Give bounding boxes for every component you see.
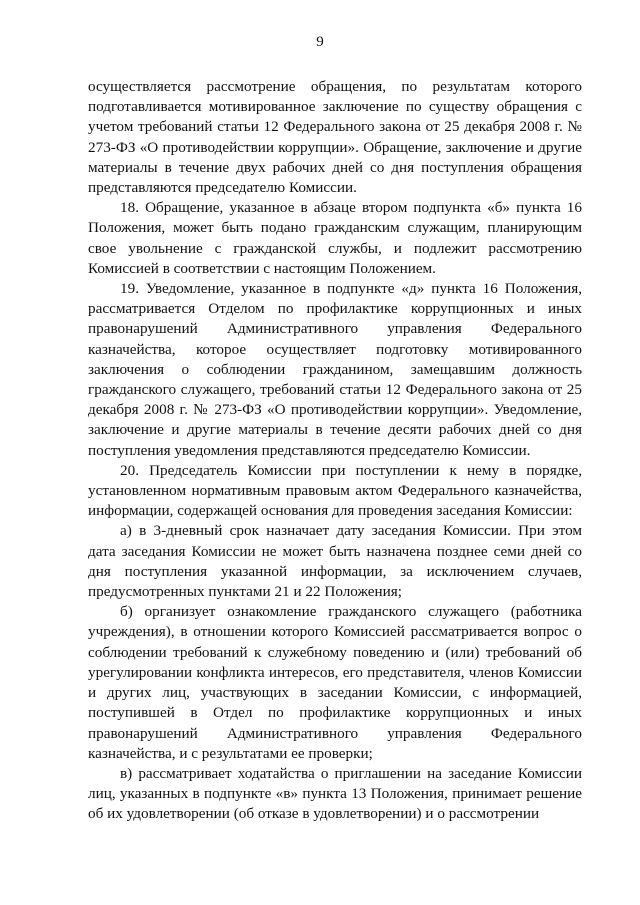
- paragraph-20b: б) организует ознакомление гражданского служащего (работника учреждения), в отношении которого Комиссией рассматривается вопрос о соблюдении требований к служебному поведению и (или) требований об урегулировании конфликта интересов, его представителя, членов Комиссии и других лиц, участвующих в заседании Комиссии, с информацией, поступившей в Отдел по профилактике коррупционных и иных правонарушений Административного управления Федерального казначейства, и с результатами ее проверки;: [88, 603, 582, 762]
- paragraph-20a: а) в 3-дневный срок назначает дату заседания Комиссии. При этом дата заседания Комиссии не может быть назначена позднее семи дней со дня поступления указанной информации, за исключением случаев, предусмотренных пунктами 21 и 22 Положения;: [88, 522, 582, 601]
- paragraph-20c: в) рассматривает ходатайства о приглашении на заседание Комиссии лиц, указанных в подпункте «в» пункта 13 Положения, принимает решение об их удовлетворении (об отказе в удовлетворении) и о рассмотрении: [88, 764, 582, 823]
- paragraph-continuation: осуществляется рассмотрение обращения, по результатам которого подготавливается мотивированное заключение по существу обращения с учетом требований статьи 12 Федерального закона от 25 декабря 2008 г. № 273-ФЗ «О противодействии коррупции». Обращение, заключение и другие материалы в течение двух рабочих дней со дня поступления обращения представляются председателю Комиссии.: [88, 78, 582, 197]
- paragraph-20: 20. Председатель Комиссии при поступлении к нему в порядке, установленном нормативным правовым актом Федерального казначейства, информации, содержащей основания для проведения заседания Комиссии:: [88, 461, 582, 520]
- paragraph-18: 18. Обращение, указанное в абзаце втором подпункта «б» пункта 16 Положения, может быть подано гражданским служащим, планирующим свое увольнение с гражданской службы, и подлежит рассмотрению Комиссией в соответствии с настоящим Положением.: [88, 199, 582, 277]
- page-number: 9: [316, 34, 324, 50]
- paragraph-19: 19. Уведомление, указанное в подпункте «д» пункта 16 Положения, рассматривается Отделом по профилактике коррупционных и иных правонарушений Административного управления Федерального казначейства, которое осуществляет подготовку мотивированного заключения о соблюдении гражданином, замещавшим должность гражданского служащего, требований статьи 12 Федерального закона от 25 декабря 2008 г. № 273-ФЗ «О противодействии коррупции». Уведомление, заключение и другие материалы в течение десяти рабочих дней со дня поступления уведомления представляются председателю Комиссии.: [88, 280, 582, 459]
- document-body: [88, 77, 582, 825]
